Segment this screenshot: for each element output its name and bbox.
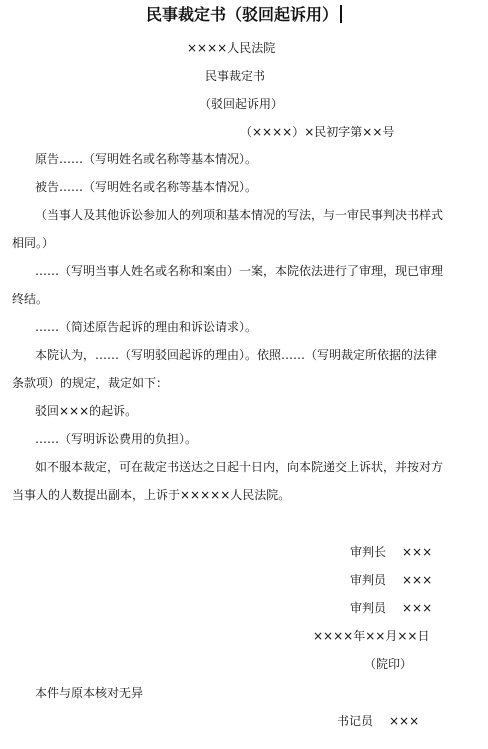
doc-type: 民事裁定书	[205, 69, 266, 83]
paragraph-plaintiff: 原告……（写明姓名或名称等基本情况）。	[35, 152, 258, 166]
signature-judge-2	[350, 600, 432, 616]
signature-presiding-judge	[350, 544, 432, 560]
text-cursor	[340, 5, 342, 23]
paragraph-claim-summary: ……（简述原告起诉的理由和诉讼请求）。	[35, 320, 258, 334]
signature-role: 审判员	[350, 601, 387, 615]
signature-name: ×××	[402, 601, 433, 615]
signature-role: 审判员	[350, 573, 387, 587]
paragraph-appeal: 如不服本裁定，可在裁定书送达之日起十日内，向本院递交上诉状，并按对方	[35, 460, 444, 474]
signature-name: ×××	[402, 573, 433, 587]
court-name: ××××人民法院	[187, 41, 276, 55]
paragraph-parties-note: （当事人及其他诉讼参加人的列项和基本情况的写法，与一审民事判决书样式	[35, 208, 444, 222]
signature-role: 审判长	[350, 545, 387, 559]
signature-name: ×××	[402, 545, 433, 559]
paragraph-appeal-cont: 当事人的人数提出副本，上诉于×××××人民法院。	[12, 488, 291, 502]
paragraph-case-intro: ……（写明当事人姓名或名称和案由）一案，本院依法进行了审理，现已审理	[35, 264, 444, 278]
signature-judge-1	[350, 572, 432, 588]
signature-role: 书记员	[337, 714, 374, 728]
signature-clerk	[337, 713, 419, 729]
paragraph-defendant: 被告……（写明姓名或名称等基本情况）。	[35, 180, 258, 194]
paragraph-court-opinion-cont: 条款项）的规定，裁定如下：	[12, 376, 169, 390]
verification-note: 本件与原本核对无异	[35, 686, 144, 700]
signature-name: ×××	[389, 714, 420, 728]
document-title-text: 民事裁定书（驳回起诉用）	[145, 5, 338, 24]
paragraph-court-opinion: 本院认为，……（写明驳回起诉的理由）。依照……（写明裁定所依据的法律	[35, 348, 438, 362]
paragraph-case-intro-cont: 终结。	[12, 292, 49, 306]
document-title	[0, 4, 488, 26]
paragraph-costs: ……（写明诉讼费用的负担）。	[35, 432, 198, 446]
doc-subtype: （驳回起诉用）	[199, 97, 284, 111]
court-seal: （院印）	[364, 657, 413, 671]
ruling-date: ××××年××月××日	[313, 629, 430, 643]
case-number: （××××）×民初字第××号	[240, 125, 395, 139]
paragraph-ruling: 驳回×××的起诉。	[35, 404, 138, 418]
paragraph-parties-note-cont: 相同。）	[12, 236, 55, 250]
